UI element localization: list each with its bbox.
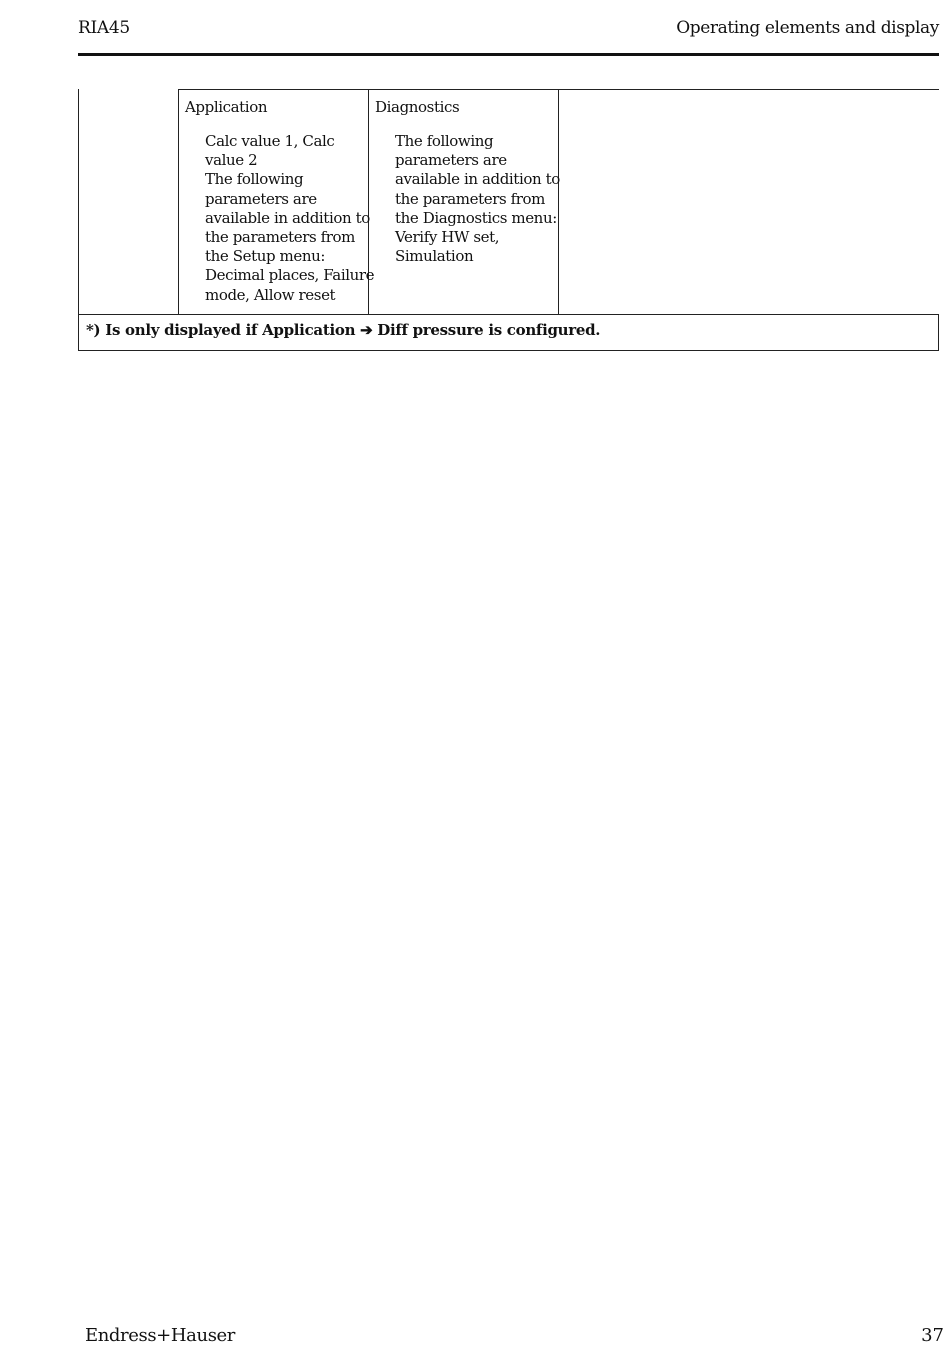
table-right-border — [938, 314, 939, 351]
text-line: mode, Allow reset — [205, 285, 336, 304]
footnote-top-border — [78, 314, 939, 315]
text-line: available in addition to — [205, 208, 370, 227]
header-divider — [78, 53, 939, 56]
text-line: parameters are — [395, 151, 507, 170]
text-line: parameters are — [205, 189, 317, 208]
table-footnote: *) Is only displayed if Application ➔ Diff pressure is configured. — [86, 321, 601, 339]
page-header — [78, 14, 939, 44]
text-line: value 2 — [205, 151, 258, 170]
text-line: the Setup menu: — [205, 247, 326, 266]
text-line: Verify HW set, — [395, 228, 500, 247]
document-code: RIA45 — [78, 18, 130, 38]
text-line: Calc value 1, Calc — [205, 132, 335, 150]
application-column-text — [205, 132, 374, 305]
table-left-border — [78, 89, 79, 351]
text-line: available in addition to — [395, 170, 560, 189]
text-line: The following — [205, 170, 304, 189]
page-number: 37 — [921, 1325, 944, 1346]
column-divider — [178, 89, 179, 314]
section-title: Operating elements and display — [676, 18, 939, 38]
application-column-title: Application — [185, 98, 268, 116]
footer-company: Endress+Hauser — [85, 1325, 235, 1346]
diagnostics-column-text — [395, 132, 560, 266]
text-line: Simulation — [395, 247, 474, 266]
text-line: the Diagnostics menu: — [395, 208, 557, 227]
table-bottom-border — [78, 350, 939, 351]
text-line: The following — [395, 132, 494, 150]
text-line: the parameters from — [395, 189, 546, 208]
menu-table — [78, 89, 939, 351]
text-line: the parameters from — [205, 228, 356, 247]
text-line: Decimal places, Failure — [205, 266, 375, 285]
diagnostics-column-title: Diagnostics — [375, 98, 460, 116]
